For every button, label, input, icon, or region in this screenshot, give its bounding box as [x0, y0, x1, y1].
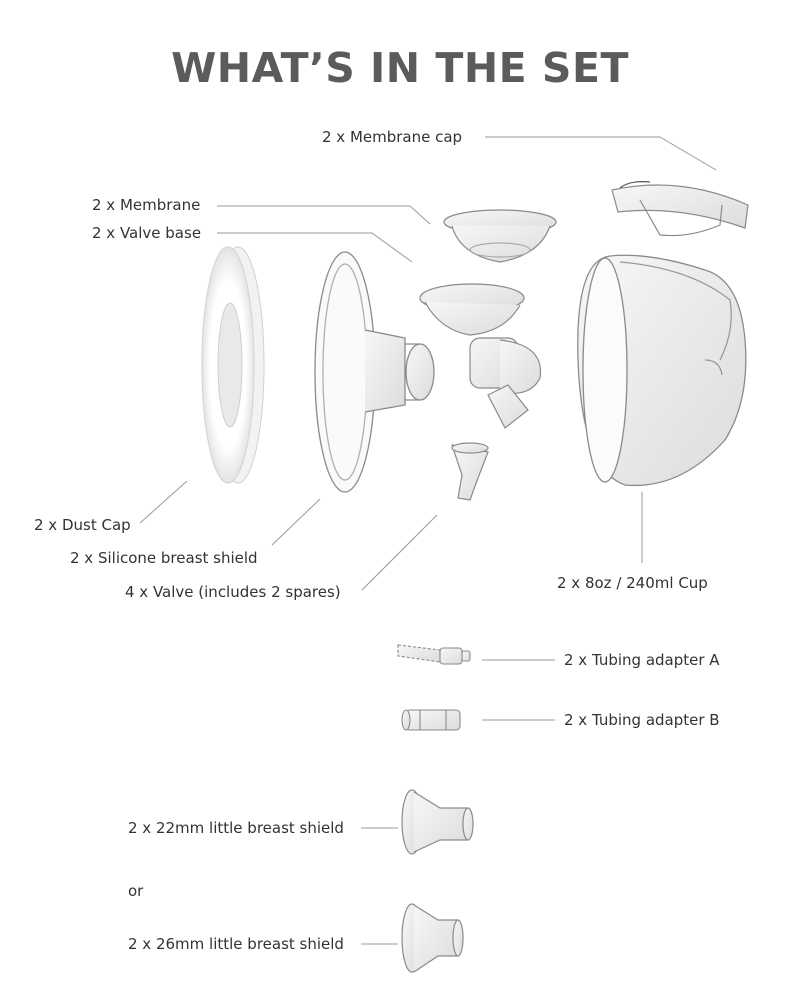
leader-silicone-shield: [272, 499, 320, 545]
label-tubing-b: 2 x Tubing adapter B: [564, 711, 720, 729]
tubing-adapter-b-part: [402, 710, 460, 730]
leader-membrane-cap: [485, 137, 716, 170]
cup-part: [578, 255, 746, 485]
label-shield-26mm: 2 x 26mm little breast shield: [128, 935, 344, 953]
label-cup: 2 x 8oz / 240ml Cup: [557, 574, 708, 592]
tubing-adapter-a-part: [398, 645, 470, 664]
label-or: or: [128, 882, 144, 900]
membrane-part: [444, 210, 556, 262]
leader-valve: [362, 515, 437, 590]
label-membrane-cap: 2 x Membrane cap: [322, 128, 463, 146]
silicone-shield-part: [315, 252, 434, 492]
leader-membrane: [217, 206, 430, 224]
label-silicone-shield: 2 x Silicone breast shield: [70, 549, 258, 567]
leader-dust-cap: [140, 481, 187, 523]
shield-26mm-part: [402, 904, 463, 972]
label-valve-base: 2 x Valve base: [92, 224, 202, 242]
label-dust-cap: 2 x Dust Cap: [34, 516, 131, 534]
label-shield-22mm: 2 x 22mm little breast shield: [128, 819, 344, 837]
label-membrane: 2 x Membrane: [92, 196, 201, 214]
membrane-cap-part: [612, 182, 748, 236]
label-tubing-a: 2 x Tubing adapter A: [564, 651, 720, 669]
valve-base-part: [420, 284, 541, 428]
page-title: WHAT’S IN THE SET: [171, 44, 629, 92]
valve-part: [452, 443, 488, 500]
shield-22mm-part: [402, 790, 473, 854]
dust-cap-part: [202, 247, 264, 483]
label-valve: 4 x Valve (includes 2 spares): [125, 583, 341, 601]
